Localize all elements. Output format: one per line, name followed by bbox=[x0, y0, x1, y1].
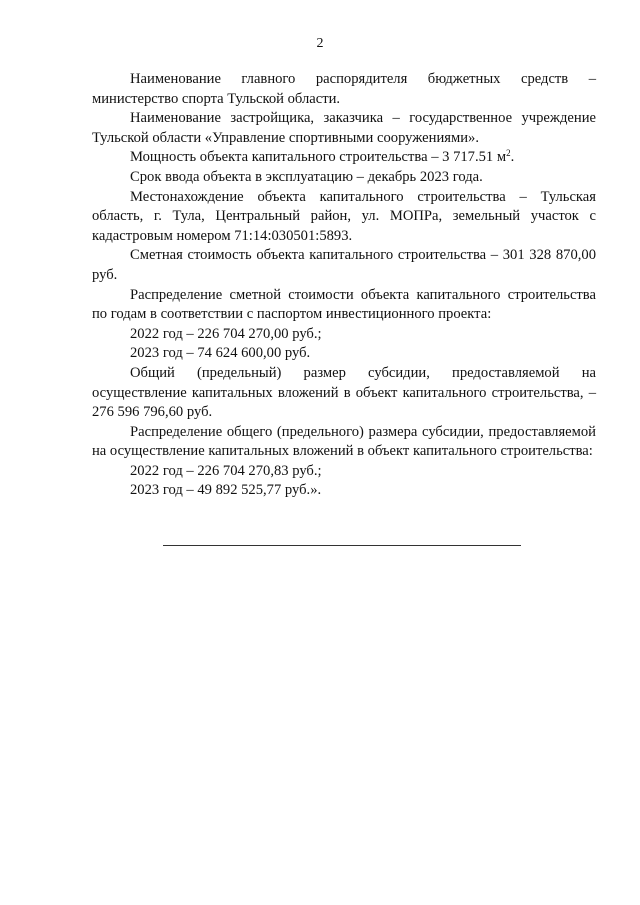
paragraph-commissioning-date: Срок ввода объекта в эксплуатацию – декабрь 2023 года. bbox=[130, 168, 483, 185]
capacity-text: Мощность объекта капитального строительства – 3 717.51 м bbox=[130, 149, 507, 166]
paragraph-subsidy-2022: 2022 год – 226 704 270,83 руб.; bbox=[130, 462, 322, 479]
paragraph-cost-2022: 2022 год – 226 704 270,00 руб.; bbox=[130, 325, 322, 342]
capacity-suffix: . bbox=[510, 149, 515, 166]
separator-line bbox=[163, 545, 521, 546]
paragraph-capacity bbox=[92, 148, 596, 168]
paragraph-subsidy-2023: 2023 год – 49 892 525,77 руб.». bbox=[130, 482, 322, 499]
document-body bbox=[92, 70, 596, 501]
paragraph-cost-distribution: Распределение сметной стоимости объекта капитального строительства по годам в соответствии с паспортом инвестиционного проекта: bbox=[92, 286, 596, 323]
capacity-unit-superscript: 2 bbox=[506, 148, 511, 159]
paragraph-location: Местонахождение объекта капитального строительства – Тульская область, г. Тула, Центральный район, ул. МОПРа, земельный участок с кадастровым номером 71:14:030501:5893. bbox=[92, 188, 596, 244]
paragraph-cost-2023: 2023 год – 74 624 600,00 руб. bbox=[130, 345, 311, 362]
paragraph-subsidy-total: Общий (предельный) размер субсидии, предоставляемой на осуществление капитальных вложений в объект капитального строительства, – 276 596 796,60 руб. bbox=[92, 364, 596, 421]
paragraph-subsidy-distribution: Распределение общего (предельного) размера субсидии, предоставляемой на осуществление капитальных вложений в объект капитального строительства: bbox=[92, 423, 596, 460]
paragraph-developer: Наименование застройщика, заказчика – государственное учреждение Тульской области «Управление спортивными сооружениями». bbox=[92, 110, 596, 146]
page-number: 2 bbox=[316, 36, 324, 51]
paragraph-budget-manager: Наименование главного распорядителя бюджетных средств – министерство спорта Тульской области. bbox=[92, 71, 596, 107]
paragraph-estimated-cost: Сметная стоимость объекта капитального строительства – 301 328 870,00 руб. bbox=[92, 247, 596, 283]
